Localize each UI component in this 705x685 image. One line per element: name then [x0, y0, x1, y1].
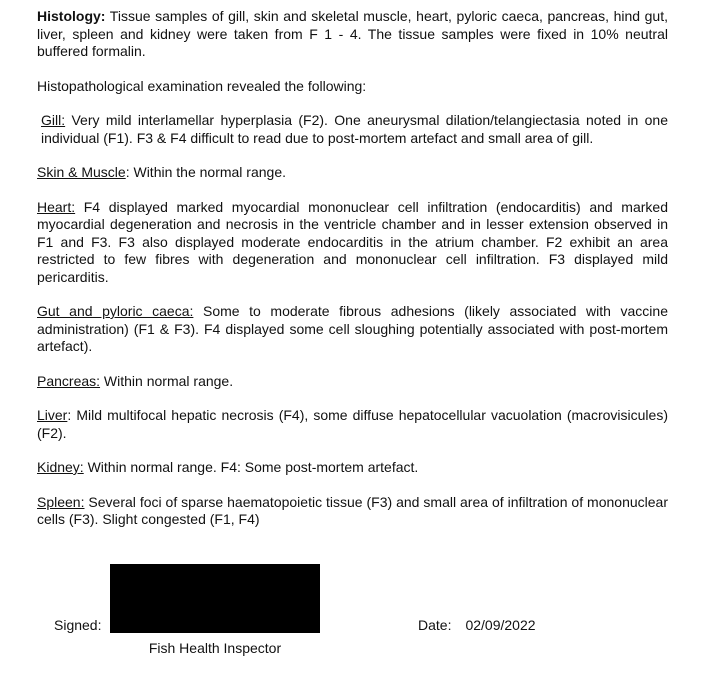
section-pancreas-body: Within normal range. [100, 372, 234, 389]
section-gill-heading: Gill: [41, 112, 66, 128]
signed-label: Signed: [54, 616, 102, 633]
section-skin-muscle-suffix: : [125, 164, 130, 180]
section-gut [37, 303, 668, 356]
signatory-title: Fish Health Inspector [148, 639, 282, 656]
date-label: Date: [418, 616, 452, 633]
section-kidney-body: Within normal range. F4: Some post-mortem artefact. [83, 459, 419, 475]
section-liver-suffix: : [67, 407, 72, 423]
section-gut-body: Some to moderate fibrous adhesions (likely associated with vaccine administration) (F1 & F3). F4 displayed some cell sloughing potentially associated with post-mortem artefact). [37, 303, 668, 354]
date-row [418, 617, 536, 635]
section-spleen-heading: Spleen: [37, 493, 85, 510]
section-heart-heading: Heart: [37, 198, 76, 215]
section-spleen-body: Several foci of sparse haematopoietic tissue (F3) and small area of infiltration of mononuclear cells (F3). Slight congested (F1, F4) [37, 493, 668, 527]
date-value: 02/09/2022 [465, 616, 536, 633]
section-skin-muscle [37, 164, 668, 182]
redacted-signature-box [110, 564, 320, 633]
section-kidney [37, 459, 668, 477]
intro-text: Tissue samples of gill, skin and skeletal muscle, heart, pyloric caeca, pancreas, hind gut, liver, spleen and kidney were taken from F 1 - 4. The tissue samples were fixed in 10% neutral buffered formalin. [37, 8, 668, 59]
signature-area [37, 564, 668, 674]
section-skin-muscle-body: Within the normal range. [129, 164, 286, 180]
section-pancreas-heading: Pancreas: [37, 372, 101, 389]
section-heart [37, 199, 668, 287]
section-gill [37, 112, 668, 147]
section-liver [37, 407, 668, 442]
section-kidney-heading: Kidney: [37, 459, 84, 475]
section-heart-body: F4 displayed marked myocardial mononuclear cell infiltration (endocarditis) and marked myocardial degeneration and necrosis in the ventricle chamber and in lesser extension observed in F1 and F3. F3 also displayed moderate endocarditis in the atrium chamber. F2 exhibit an area restricted to few fibres with degeneration and mononuclear cell infiltration. F3 displayed mild pericarditis. [37, 198, 668, 285]
section-skin-muscle-heading: Skin & Muscle [37, 164, 126, 180]
intro-paragraph [37, 8, 668, 61]
section-gut-heading: Gut and pyloric caeca: [37, 303, 194, 319]
section-liver-body: Mild multifocal hepatic necrosis (F4), some diffuse hepatocellular vacuolation (macrovisicules) (F2). [37, 407, 668, 441]
section-spleen [37, 494, 668, 529]
subtitle: Histopathological examination revealed the following: [37, 77, 367, 94]
section-gill-body: Very mild interlamellar hyperplasia (F2). One aneurysmal dilation/telangiectasia noted in one individual (F1). F3 & F4 difficult to read due to post-mortem artefact and small area of gill. [41, 112, 668, 146]
section-pancreas [37, 373, 668, 391]
section-liver-heading: Liver [37, 407, 68, 423]
intro-label: Histology: [37, 8, 106, 24]
